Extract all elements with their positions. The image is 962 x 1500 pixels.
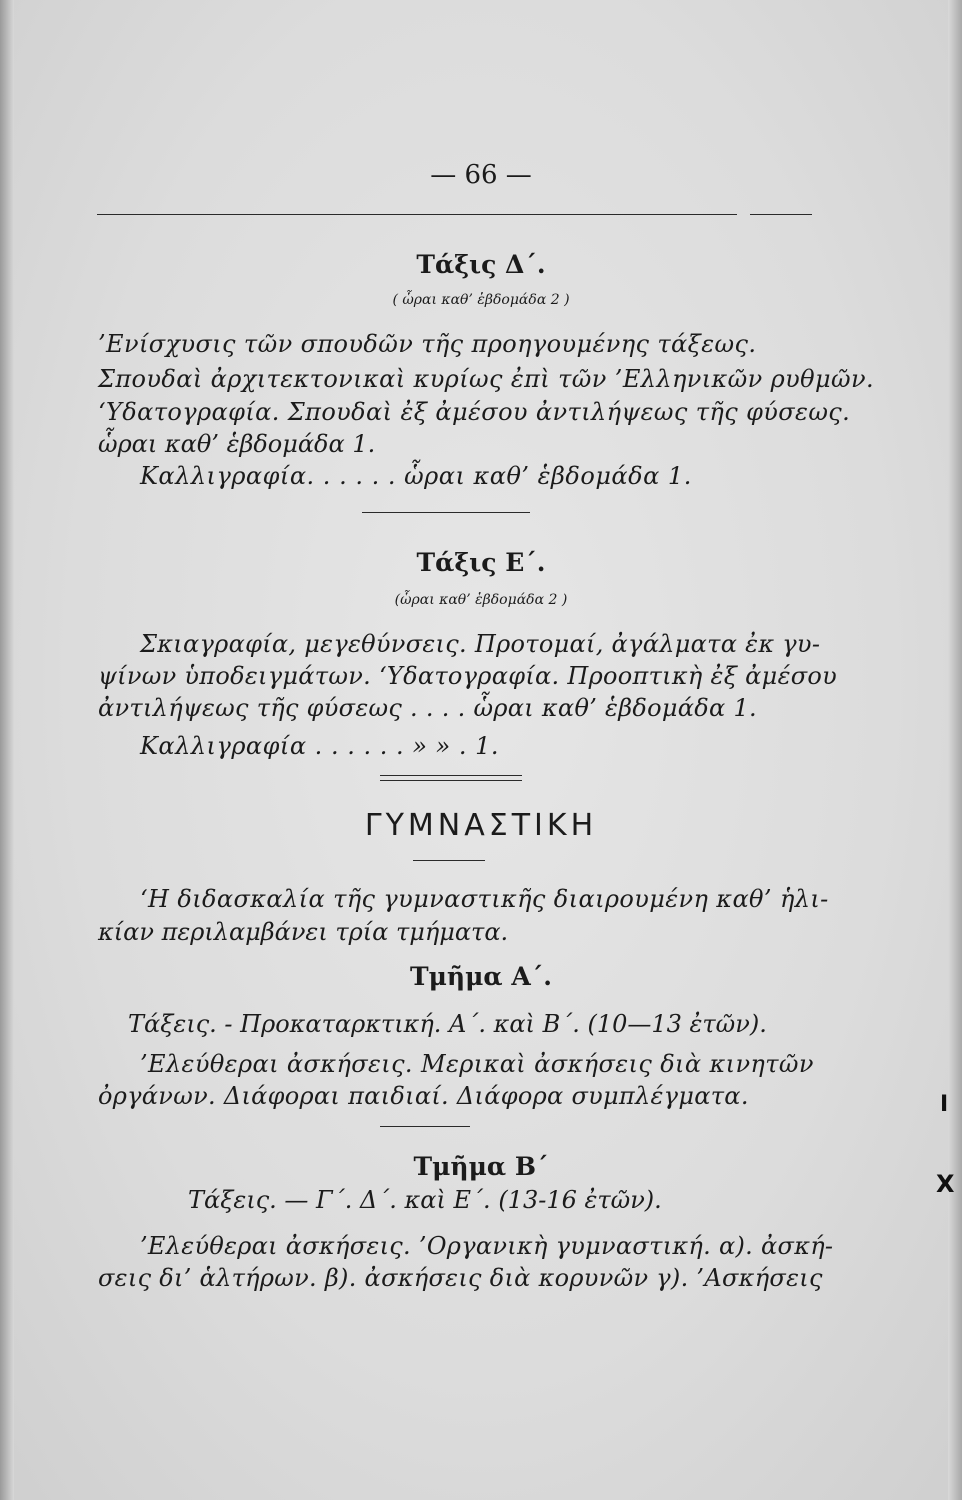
page-edge-right — [948, 0, 962, 1500]
gymnastics-intro-line: ‘Η διδασκαλία τῆς γυμναστικῆς διαιρουμένη καθ’ ἡλι- — [140, 885, 829, 913]
section-d-line: Σπουδαὶ ἀρχιτεκτονικαὶ κυρίως ἐπὶ τῶν ’Ελληνικῶν ρυθμῶν. — [98, 365, 875, 393]
section-e-line: ἀντιλήψεως τῆς φύσεως . . . . ὧραι καθ’ ἑβδομάδα 1. — [98, 694, 757, 722]
section-d-hours: ( ὧραι καθ’ ἑβδομάδα 2 ) — [392, 292, 570, 308]
section-d-line: ’Ενίσχυσις τῶν σπουδῶν τῆς προηγουμένης τάξεως. — [98, 330, 757, 358]
section-e-line: ψίνων ὑποδειγμάτων. ‘Υδατογραφία. Προοπτικὴ ἐξ ἀμέσου — [98, 662, 838, 690]
part-a-line: ’Ελεύθεραι ἀσκήσεις. Μερικαὶ ἀσκήσεις διὰ κινητῶν — [140, 1050, 814, 1078]
margin-mark: X — [936, 1170, 955, 1198]
part-b-line: σεις δι’ ἁλτήρων. β). ἀσκήσεις διὰ κορυνῶν γ). ’Ασκήσεις — [98, 1264, 823, 1292]
part-a-heading: Τμῆμα Α΄. — [410, 962, 552, 991]
section-e-heading: Τάξις Ε΄. — [416, 548, 546, 577]
page-edge-left — [0, 0, 14, 1500]
part-b-line: ’Ελεύθεραι ἀσκήσεις. ’Οργανικὴ γυμναστική. α). ἀσκή- — [140, 1232, 834, 1260]
part-b-heading: Τμῆμα Β΄ — [413, 1152, 549, 1181]
part-a-line: ὀργάνων. Διάφοραι παιδιαί. Διάφορα συμπλέγματα. — [98, 1082, 749, 1110]
section-e-line: Καλλιγραφία . . . . . . » » . 1. — [140, 732, 500, 760]
section-e-line: Σκιαγραφία, μεγεθύνσεις. Προτομαί, ἀγάλματα ἐκ γυ- — [140, 630, 821, 658]
section-e-hours: (ὧραι καθ’ ἑβδομάδα 2 ) — [394, 592, 568, 608]
gymnastics-title: ΓΥΜΝΑΣΤΙΚΗ — [364, 808, 598, 843]
section-d-line: ‘Υδατογραφία. Σπουδαὶ ἐξ ἀμέσου ἀντιλήψεως τῆς φύσεως. — [98, 398, 851, 426]
header-rule — [97, 214, 737, 215]
part-divider — [380, 1126, 470, 1127]
header-rule-short — [750, 214, 812, 215]
part-a-classes: Τάξεις. - Προκαταρκτική. Α΄. καὶ Β΄. (10—13 ἐτῶν). — [128, 1010, 767, 1038]
section-d-line: Καλλιγραφία. . . . . . ὧραι καθ’ ἑβδομάδα 1. — [140, 462, 692, 490]
section-double-divider — [380, 775, 522, 781]
section-divider — [362, 512, 530, 513]
gymnastics-intro-line: κίαν περιλαμβάνει τρία τμήματα. — [98, 918, 509, 946]
section-d-line: ὧραι καθ’ ἑβδομάδα 1. — [98, 430, 376, 458]
page-number: — 66 — — [430, 160, 532, 190]
title-underline — [413, 860, 485, 861]
section-d-heading: Τάξις Δ΄. — [416, 250, 546, 279]
margin-mark: I — [940, 1092, 949, 1117]
part-b-classes: Τάξεις. — Γ΄. Δ΄. καὶ Ε΄. (13-16 ἐτῶν). — [188, 1186, 662, 1214]
